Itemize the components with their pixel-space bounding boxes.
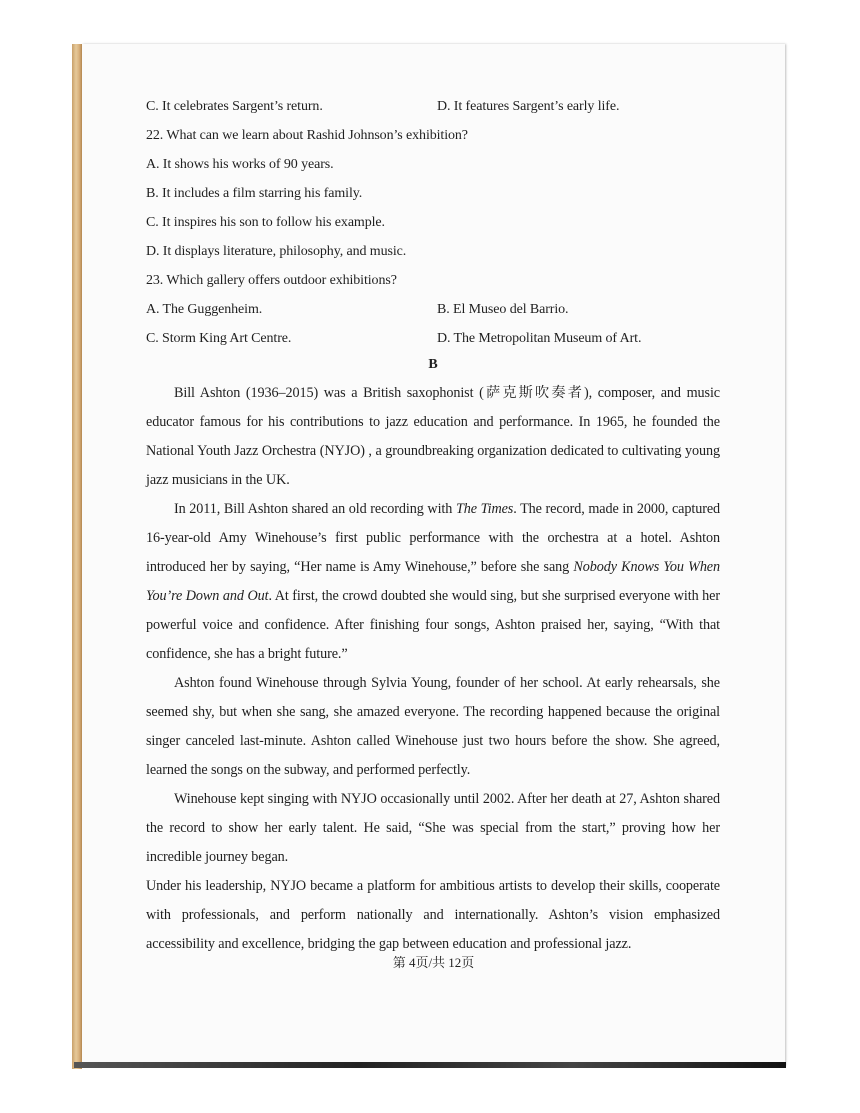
passage-paragraph-1: Bill Ashton (1936–2015) was a British saxophonist (萨克斯吹奏者), composer, and music educator famous for his contributions to jazz education and performance. In 1965, he founded the National Youth Jazz Orchestra (NYJO) , a groundbreaking organization dedicated to cultivating young jazz musicians in the UK. [146,385,720,488]
sheet-bottom-edge [74,1062,786,1068]
q22-option-a: A. It shows his works of 90 years. [146,157,334,172]
paragraph-2-text-3: . At first, the crowd doubted she would sing, but she surprised everyone with her powerful voice and confidence. After finishing four songs, Ashton praised her, saying, “With that confidence, she has a bright future.” [146,588,720,662]
q23-options-row-1 [146,295,720,324]
passage-paragraph-5: Under his leadership, NYJO became a platform for ambitious artists to develop their skills, cooperate with professionals, and perform nationally and internationally. Ashton’s vision emphasized accessibility and excellence, bridging the gap between education and professional jazz. [146,878,720,952]
newspaper-title: The Times [455,501,514,517]
q22-option-b: B. It includes a film starring his family. [146,186,363,201]
q22-option-d: D. It displays literature, philosophy, and music. [146,244,407,259]
q23-option-b: B. El Museo del Barrio. [437,302,569,317]
passage-paragraph-4: Winehouse kept singing with NYJO occasionally until 2002. After her death at 27, Ashton shared the record to show her early talent. He said, “She was special from the start,” proving how her incredible journey began. [146,791,720,865]
paragraph-2-text-1: In 2011, Bill Ashton shared an old recording with [174,501,456,517]
song-title: Nobody Knows You When You’re Down and Out [146,559,720,604]
passage-paragraph-2 [146,495,720,669]
q23-option-c: C. Storm King Art Centre. [146,331,292,346]
passage-paragraph-3: Ashton found Winehouse through Sylvia Young, founder of her school. At early rehearsals, she seemed shy, but when she sang, she amazed everyone. The recording happened because the original singer canceled last-minute. Ashton called Winehouse just two hours before the show. She agreed, learned the songs on the subway, and performed perfectly. [146,675,720,778]
q23-stem: 23. Which gallery offers outdoor exhibitions? [146,273,397,288]
q21-options-row [146,92,720,121]
section-heading-b: B [428,357,438,372]
q23-option-a: A. The Guggenheim. [146,302,263,317]
binding-spine [72,44,82,1069]
page-content [146,92,720,959]
q23-option-d: D. The Metropolitan Museum of Art. [437,331,642,346]
q21-option-d: D. It features Sargent’s early life. [437,99,620,114]
q23-options-row-2 [146,324,720,353]
q22-stem: 22. What can we learn about Rashid Johnson’s exhibition? [146,128,468,143]
q21-option-c: C. It celebrates Sargent’s return. [146,99,323,114]
page-number: 第 4页/共 12页 [392,955,475,970]
paragraph-2-text-2: . The record, made in 2000, captured 16-year-old Amy Winehouse’s first public performance with the orchestra at a hotel. Ashton introduced her by saying, “Her name is Amy Winehouse,” before she sang [146,501,721,575]
q22-option-c: C. It inspires his son to follow his example. [146,215,385,230]
